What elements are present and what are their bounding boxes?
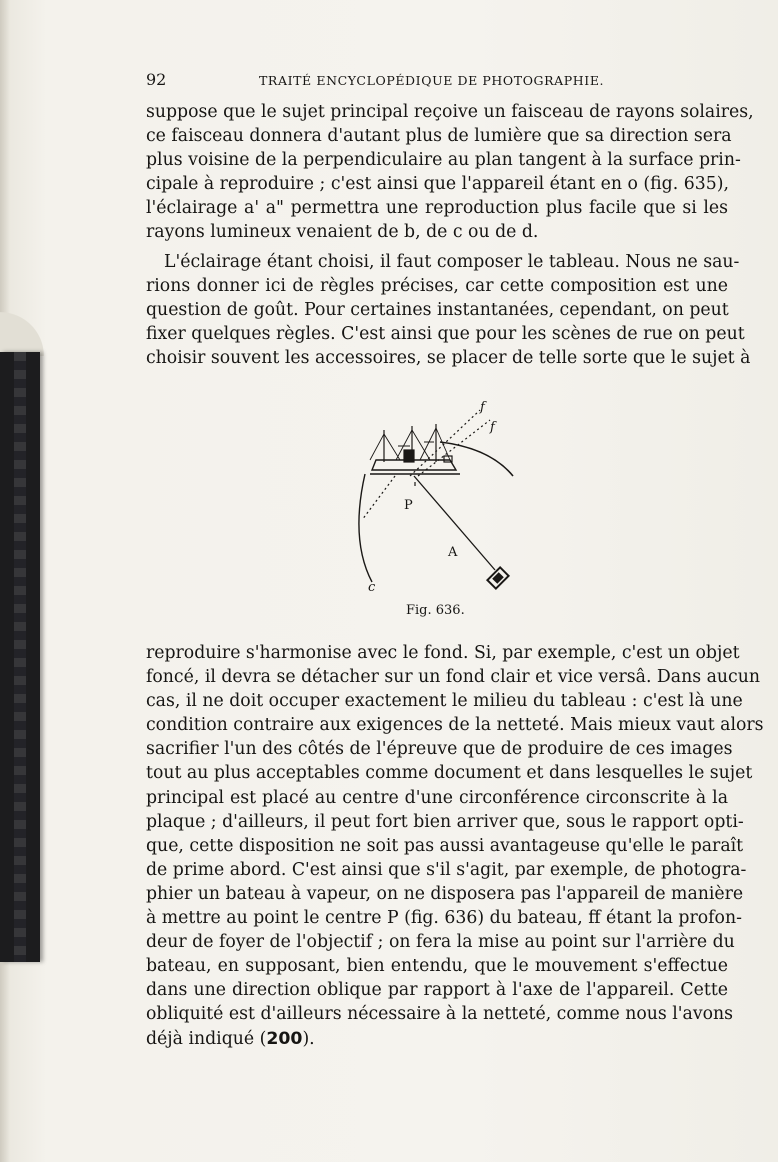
label-p: P xyxy=(404,498,413,513)
label-a: A xyxy=(448,545,458,560)
text-line: L'éclairage étant choisi, il faut composer le tableau. Nous ne sau- xyxy=(164,252,740,272)
arc-right xyxy=(440,442,513,476)
text-line: sacrifier l'un des côtés de l'épreuve que de produire de ces images xyxy=(146,739,733,760)
running-title: TRAITÉ ENCYCLOPÉDIQUE DE PHOTOGRAPHIE. xyxy=(259,73,605,88)
text-line: foncé, il devra se détacher sur un fond clair et vice versâ. Dans aucun xyxy=(146,667,760,688)
text-line: cas, il ne doit occuper exactement le milieu du tableau : c'est là une xyxy=(146,691,743,712)
text-line: reproduire s'harmonise avec le fond. Si, par exemple, c'est un objet xyxy=(146,643,740,663)
page-header xyxy=(146,70,728,92)
text-line: plaque ; d'ailleurs, il peut fort bien arriver que, sous le rapport opti- xyxy=(146,811,744,832)
paragraph-second xyxy=(146,250,751,370)
paragraph-bottom xyxy=(146,641,764,1051)
boat-optics-diagram xyxy=(340,390,540,600)
page-number: 92 xyxy=(146,70,167,89)
text-line: tout au plus acceptables comme document et dans lesquelles le sujet xyxy=(146,763,753,784)
final-line-suffix: ). xyxy=(302,1028,315,1049)
text-line: choisir souvent les accessoires, se placer de telle sorte que le sujet à xyxy=(146,348,751,369)
label-f-upper: f xyxy=(480,400,485,415)
text-line: cipale à reproduire ; c'est ainsi que l'appareil étant en o (fig. 635), xyxy=(146,174,729,195)
text-line: dans une direction oblique par rapport à l'axe de l'appareil. Cette xyxy=(146,980,728,1001)
text-line: suppose que le sujet principal reçoive un faisceau de rayons solaires, xyxy=(146,102,754,122)
text-line: condition contraire aux exigences de la netteté. Mais mieux vaut alors xyxy=(146,715,764,736)
text-line: fixer quelques règles. C'est ainsi que pour les scènes de rue on peut xyxy=(146,324,745,345)
final-line-prefix: déjà indiqué ( xyxy=(146,1028,267,1049)
text-line: rayons lumineux venaient de b, de c ou de d. xyxy=(146,222,539,243)
text-line: ce faisceau donnera d'autant plus de lumière que sa direction sera xyxy=(146,126,732,147)
text-line: deur de foyer de l'objectif ; on fera la mise au point sur l'arrière du xyxy=(146,932,735,953)
label-f-lower: f xyxy=(490,420,495,435)
focus-line-left xyxy=(362,476,395,520)
arc-left xyxy=(359,474,372,582)
section-reference: 200 xyxy=(266,1028,303,1049)
text-line: rions donner ici de règles précises, car cette composition est une xyxy=(146,276,728,297)
figure-caption: Fig. 636. xyxy=(406,603,465,618)
figure-636 xyxy=(340,390,540,600)
text-line: que, cette disposition ne soit pas aussi avantageuse qu'elle le paraît xyxy=(146,835,744,856)
text-line: plus voisine de la perpendiculaire au plan tangent à la surface prin- xyxy=(146,150,741,171)
text-line: bateau, en supposant, bien entendu, que le mouvement s'effectue xyxy=(146,956,728,977)
text-line: principal est placé au centre d'une circonférence circonscrite à la xyxy=(146,787,728,808)
page-curl xyxy=(0,312,44,356)
funnel xyxy=(404,450,414,462)
paragraph-top xyxy=(146,100,754,245)
text-line: de prime abord. C'est ainsi que s'il s'agit, par exemple, de photogra- xyxy=(146,859,747,880)
final-line xyxy=(146,1027,728,1051)
text-line: obliquité est d'ailleurs nécessaire à la netteté, comme nous l'avons xyxy=(146,1004,734,1025)
text-line: à mettre au point le centre P (fig. 636) du bateau, ff étant la profon- xyxy=(146,908,742,929)
label-c: c xyxy=(368,580,376,595)
text-line: phier un bateau à vapeur, on ne disposera pas l'appareil de manière xyxy=(146,883,744,904)
text-line: question de goût. Pour certaines instantanées, cependant, on peut xyxy=(146,300,729,321)
text-line: l'éclairage a' a" permettra une reproduction plus facile que si les xyxy=(146,198,728,219)
camera-icon xyxy=(487,567,508,588)
book-spine-edge xyxy=(0,352,40,962)
